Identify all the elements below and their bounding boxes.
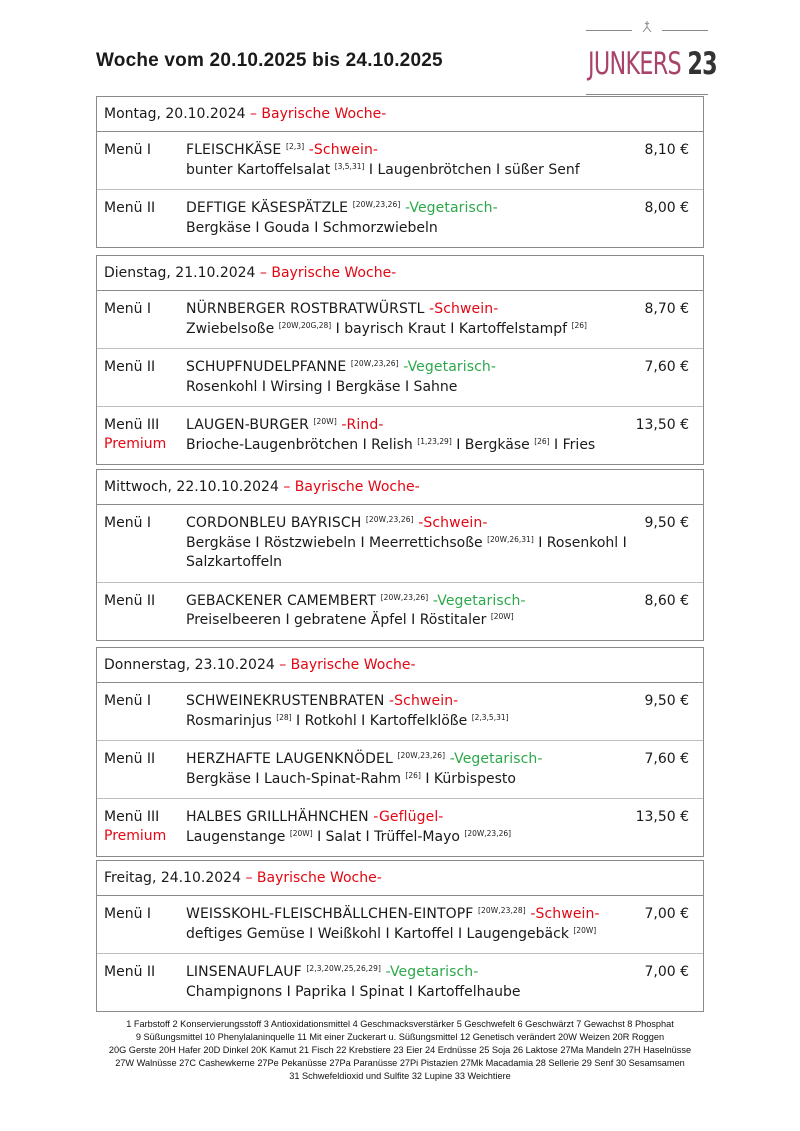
menu-label: Menü II	[104, 751, 156, 767]
dish	[186, 896, 641, 953]
dish	[186, 799, 641, 856]
dish-allergens: [20W,23,26]	[365, 515, 414, 524]
dish-title	[186, 592, 641, 612]
dish-tag: -Vegetarisch-	[432, 592, 526, 609]
side-text: Bergkäse I Gouda I Schmorzwiebeln	[186, 219, 438, 236]
day-header	[97, 97, 703, 132]
menu-label-cell	[104, 963, 155, 982]
dish	[186, 683, 641, 740]
menu-label: Menü I	[104, 515, 152, 531]
side-text: I bayrisch Kraut I Kartoffelstampf	[331, 320, 572, 337]
dish-description	[186, 219, 641, 239]
dish-description	[186, 161, 641, 181]
menu-row	[97, 349, 703, 407]
menu-label: Menü I	[104, 301, 152, 317]
side-text: Preiselbeeren I gebratene Äpfel I Röstitaler	[186, 612, 491, 628]
dish-name: WEISSKOHL-FLEISCHBÄLLCHEN-EINTOPF	[186, 906, 474, 922]
allergen-legend	[70, 1018, 730, 1083]
menu-row	[97, 741, 703, 799]
side-allergens: [20W,23,26]	[464, 828, 512, 838]
dish-name: LINSENAUFLAUF	[186, 964, 302, 980]
side-text: I Rosenkohl I Salzkartoffeln	[186, 534, 627, 570]
dish-allergens: [2,3]	[285, 142, 305, 151]
side-text: Brioche-Laugenbrötchen I Relish	[186, 436, 418, 453]
side-text: I Laugenbrötchen I süßer Senf	[364, 161, 580, 178]
menu-row	[97, 132, 703, 190]
dish-tag: -Vegetarisch-	[405, 200, 498, 216]
menu-row	[97, 583, 703, 640]
dish-name: LAUGEN-BURGER	[186, 417, 309, 433]
dish-title	[186, 692, 641, 712]
dish-allergens: [20W]	[313, 417, 337, 426]
dish-name: CORDONBLEU BAYRISCH	[186, 515, 362, 531]
menu-label-cell	[104, 141, 151, 160]
restaurant-logo	[586, 16, 717, 86]
side-text: Zwiebelsoße	[186, 320, 279, 337]
dish-tag: -Schwein-	[418, 515, 488, 531]
side-text: bunter Kartoffelsalat	[186, 161, 335, 178]
legend-line: 1 Farbstoff 2 Konservierungsstoff 3 Antioxidationsmittel 4 Geschmacksverstärker 5 Geschwefelt 6 Geschwärzt 7 Gewachst 8 Phosphat	[126, 1019, 674, 1029]
menu-row	[97, 896, 703, 954]
menu-row	[97, 407, 703, 464]
day-date: Freitag, 24.10.2024	[104, 870, 241, 886]
dish-allergens: [2,3,20W,25,26,29]	[306, 964, 382, 973]
dish-title	[186, 905, 641, 925]
menu-row	[97, 291, 703, 349]
menu-label: Menü I	[104, 693, 152, 709]
logo-line-left	[586, 30, 632, 31]
day-header	[97, 470, 703, 505]
day-date: Dienstag, 21.10.2024	[104, 265, 256, 281]
price: 9,50 €	[644, 693, 689, 709]
day-header	[97, 861, 703, 896]
dish-title	[186, 300, 641, 320]
price: 13,50 €	[635, 809, 689, 825]
legend-line: 9 Süßungsmittel 10 Phenylalaninquelle 11 Mit einer Zuckerart u. Süßungsmittel 12 Genetisch verändert 20W Weizen 20R Roggen	[135, 1032, 665, 1042]
day-block	[96, 860, 704, 1012]
dish-description	[186, 770, 641, 790]
dish-tag: -Vegetarisch-	[403, 359, 497, 375]
legend-line: 31 Schwefeldioxid und Sulfite 32 Lupine 33 Weichtiere	[289, 1071, 511, 1081]
dish-name: HERZHAFTE LAUGENKNÖDEL	[186, 751, 393, 767]
menu-label-cell	[104, 416, 166, 454]
day-block	[96, 255, 704, 465]
dish-name: FLEISCHKÄSE	[186, 142, 282, 158]
dish-tag: -Vegetarisch-	[385, 964, 479, 980]
dish-allergens: [20W,23,26]	[380, 592, 429, 602]
menu-row	[97, 799, 703, 856]
side-allergens: [20W]	[573, 925, 597, 935]
side-allergens: [26]	[405, 770, 421, 780]
dish-title	[186, 358, 641, 378]
side-text: Champignons I Paprika I Spinat I Kartoffelhaube	[186, 983, 521, 1000]
side-text: Bergkäse I Röstzwiebeln I Meerrettichsoße	[186, 534, 488, 551]
day-theme: – Bayrische Woche-	[279, 657, 416, 673]
dish-title	[186, 141, 641, 161]
dish-title	[186, 199, 641, 219]
dish-name: DEFTIGE KÄSESPÄTZLE	[186, 200, 349, 216]
side-allergens: [20W]	[490, 612, 514, 621]
menu-row	[97, 683, 703, 741]
day-block	[96, 647, 704, 857]
logo-number: 23	[687, 46, 717, 82]
side-text: I Salat I Trüffel-Mayo	[312, 828, 465, 845]
side-text: I Bergkäse	[451, 436, 535, 453]
side-allergens: [20W,26,31]	[487, 534, 534, 544]
day-theme: – Bayrische Woche-	[245, 870, 382, 886]
dish-name: NÜRNBERGER ROSTBRATWÜRSTL	[186, 301, 425, 317]
side-text: deftiges Gemüse I Weißkohl I Kartoffel I Laugengebäck	[186, 925, 574, 942]
price: 8,00 €	[644, 200, 689, 216]
price: 8,10 €	[644, 142, 689, 158]
premium-label: Premium	[104, 828, 167, 844]
dish	[186, 741, 641, 798]
menu-label-cell	[104, 358, 155, 377]
day-header	[97, 256, 703, 291]
price: 7,00 €	[644, 906, 689, 922]
dish-tag: -Geflügel-	[373, 809, 444, 825]
dish	[186, 291, 641, 348]
side-allergens: [20W]	[289, 828, 313, 838]
menu-label-cell	[104, 808, 166, 846]
menu-label: Menü II	[104, 359, 156, 375]
dish-name: HALBES GRILLHÄHNCHEN	[186, 809, 369, 825]
dish-description	[186, 436, 641, 456]
logo-line-right	[662, 30, 708, 31]
dish-description	[186, 828, 641, 848]
dish-title	[186, 514, 641, 534]
side-text: Bergkäse I Lauch-Spinat-Rahm	[186, 770, 406, 787]
menu-label-cell	[104, 692, 151, 711]
menu-label-cell	[104, 592, 155, 611]
side-text: I Rotkohl I Kartoffelklöße	[291, 712, 472, 729]
dish-title	[186, 963, 641, 983]
menu-row	[97, 505, 703, 583]
dish-description	[186, 320, 641, 340]
side-text: Rosmarinjus	[186, 712, 277, 729]
dish-description	[186, 534, 641, 573]
dish-allergens: [20W,23,26]	[352, 200, 401, 209]
premium-label: Premium	[104, 436, 167, 452]
dish-description	[186, 983, 641, 1003]
dish	[186, 132, 641, 189]
day-date: Donnerstag, 23.10.2024	[104, 657, 275, 673]
dish-title	[186, 808, 641, 828]
price: 9,50 €	[644, 515, 689, 531]
dish-description	[186, 611, 641, 631]
menu-label-cell	[104, 750, 155, 769]
dish-description	[186, 925, 641, 945]
legend-line: 27W Walnüsse 27C Cashewkerne 27Pe Pekanüsse 27Pa Paranüsse 27Pi Pistazien 27Mk Macadamia 28 Sellerie 29 Senf 30 Sesamsamen	[115, 1058, 685, 1068]
menu-label: Menü II	[104, 964, 156, 980]
side-allergens: [20W,20G,28]	[278, 320, 332, 330]
day-date: Montag, 20.10.2024	[104, 106, 246, 122]
side-text: Rosenkohl I Wirsing I Bergkäse I Sahne	[186, 378, 458, 395]
dish-tag: -Schwein-	[530, 906, 600, 922]
day-block	[96, 469, 704, 641]
price: 7,60 €	[644, 751, 689, 767]
side-text: I Kürbispesto	[420, 770, 516, 787]
day-theme: – Bayrische Woche-	[259, 265, 397, 281]
dish	[186, 505, 641, 582]
menu-row	[97, 954, 703, 1011]
day-block	[96, 96, 704, 248]
logo-emblem-icon	[640, 20, 654, 34]
side-allergens: [1,23,29]	[417, 436, 452, 446]
menu-label: Menü I	[104, 142, 152, 158]
menu-label-cell	[104, 905, 151, 924]
day-theme: – Bayrische Woche-	[283, 479, 420, 495]
dish	[186, 407, 641, 464]
price: 7,60 €	[644, 359, 689, 375]
menu-label: Menü I	[104, 906, 152, 922]
menu-label: Menü III	[104, 809, 160, 825]
side-allergens: [3,5,31]	[334, 161, 365, 171]
dish-description	[186, 378, 641, 398]
dish-tag: -Schwein-	[429, 301, 499, 317]
dish	[186, 349, 641, 406]
menu-row	[97, 190, 703, 247]
side-allergens: [26]	[534, 436, 550, 446]
dish	[186, 583, 641, 640]
menu-label: Menü III	[104, 417, 160, 433]
price: 8,60 €	[644, 592, 689, 609]
menu-label-cell	[104, 514, 151, 533]
side-allergens: [2,3,5,31]	[471, 712, 509, 722]
dish	[186, 190, 641, 247]
price: 8,70 €	[644, 301, 689, 317]
dish-allergens: [20W,23,28]	[478, 906, 526, 915]
menu-label: Menü II	[104, 200, 156, 216]
page-title: Woche vom 20.10.2025 bis 24.10.2025	[96, 50, 443, 71]
day-date: Mittwoch, 22.10.10.2024	[104, 479, 279, 495]
dish-title	[186, 750, 641, 770]
price: 7,00 €	[644, 964, 689, 980]
side-text: Laugenstange	[186, 828, 290, 845]
dish-name: GEBACKENER CAMEMBERT	[186, 592, 376, 609]
day-header	[97, 648, 703, 683]
dish-tag: -Vegetarisch-	[449, 751, 543, 767]
dish-allergens: [20W,23,26]	[397, 751, 446, 760]
side-text: I Fries	[549, 436, 596, 453]
legend-line: 20G Gerste 20H Hafer 20D Dinkel 20K Kamut 21 Fisch 22 Krebstiere 23 Eier 24 Erdnüsse 25 Soja 26 Laktose 27Ma Mandeln 27H Haselnüsse	[108, 1045, 692, 1055]
logo-word: JUNKERS	[588, 46, 681, 82]
logo-underline	[586, 94, 708, 95]
menu-label-cell	[104, 199, 155, 218]
menu-label: Menü II	[104, 592, 156, 609]
dish-description	[186, 712, 641, 732]
dish-title	[186, 416, 641, 436]
dish-name: SCHUPFNUDELPFANNE	[186, 359, 347, 375]
dish-tag: -Schwein-	[308, 142, 379, 158]
price: 13,50 €	[635, 417, 689, 433]
menu-label-cell	[104, 300, 151, 319]
dish-tag: -Rind-	[341, 417, 384, 433]
dish	[186, 954, 641, 1011]
logo-text	[588, 46, 717, 82]
dish-tag: -Schwein-	[389, 693, 459, 709]
side-allergens: [28]	[276, 712, 292, 722]
dish-allergens: [20W,23,26]	[350, 359, 399, 368]
dish-name: SCHWEINEKRUSTENBRATEN	[186, 693, 385, 709]
day-theme: – Bayrische Woche-	[249, 106, 387, 122]
side-allergens: [26]	[571, 320, 587, 330]
